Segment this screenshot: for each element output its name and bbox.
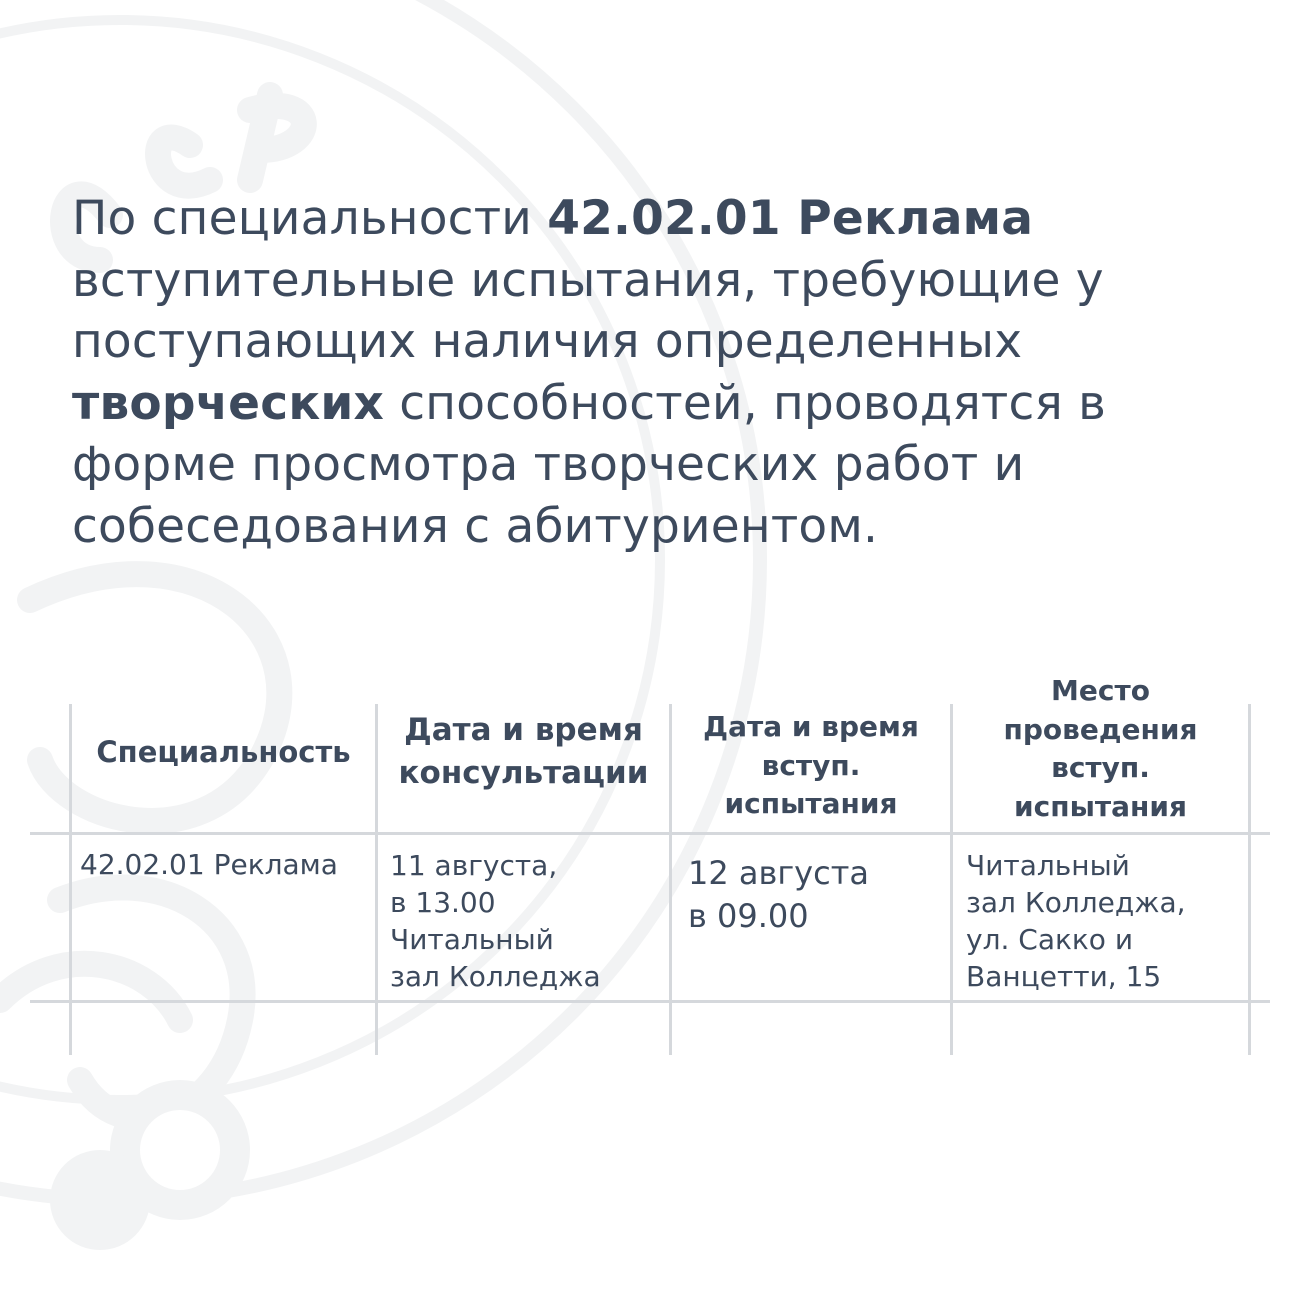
intro-line-3: поступающих наличия определенных xyxy=(72,314,1023,369)
cell-exam xyxy=(688,852,869,938)
table-divider xyxy=(30,1000,1270,1003)
header-place-line: Место xyxy=(1051,674,1150,707)
table-divider xyxy=(30,832,1270,835)
cell-place-line: зал Колледжа, xyxy=(966,886,1186,919)
header-consultation xyxy=(378,672,669,832)
header-place-line: вступ. xyxy=(1051,751,1150,784)
header-consultation-line: Дата и время xyxy=(404,712,643,748)
intro-bold-word: творческих xyxy=(72,375,385,431)
intro-line-4-rest: способностей, проводятся в xyxy=(399,375,1107,431)
cell-place-line: Ванцетти, 15 xyxy=(966,960,1162,993)
cell-specialty-text: 42.02.01 Реклама xyxy=(80,848,338,881)
intro-line-5: форме просмотра творческих работ и xyxy=(72,437,1025,492)
cell-specialty xyxy=(80,846,338,883)
cell-consultation xyxy=(390,847,601,995)
intro-paragraph xyxy=(72,188,1252,557)
header-place-line: проведения xyxy=(1003,712,1198,746)
cell-consultation-line: зал Колледжа xyxy=(390,960,601,993)
cell-place-line: Читальный xyxy=(966,849,1130,882)
intro-specialty: 42.02.01 Реклама xyxy=(547,191,1034,246)
cell-consultation-line: Читальный xyxy=(390,923,554,956)
cell-exam-line: в 09.00 xyxy=(688,897,809,935)
header-exam-line: испытания xyxy=(724,787,898,820)
cell-exam-line: 12 августа xyxy=(688,854,869,892)
header-specialty xyxy=(72,672,375,832)
header-place-line: испытания xyxy=(1014,789,1187,823)
cell-consultation-line: в 13.00 xyxy=(390,886,496,919)
intro-line-2: вступительные испытания, требующие у xyxy=(72,252,1104,308)
cell-place-line: ул. Сакко и xyxy=(966,923,1134,956)
header-exam-line: вступ. xyxy=(761,748,861,782)
intro-prefix: По специальности xyxy=(72,191,533,246)
header-exam-line: Дата и время xyxy=(703,710,919,743)
intro-line-6: собеседования с абитуриентом. xyxy=(72,498,879,554)
cell-consultation-line: 11 августа, xyxy=(390,849,558,882)
header-specialty-text: Специальность xyxy=(96,735,351,769)
header-consultation-line: консультации xyxy=(398,755,649,791)
cell-place xyxy=(966,847,1186,995)
header-exam xyxy=(672,672,950,832)
header-place xyxy=(953,672,1248,832)
